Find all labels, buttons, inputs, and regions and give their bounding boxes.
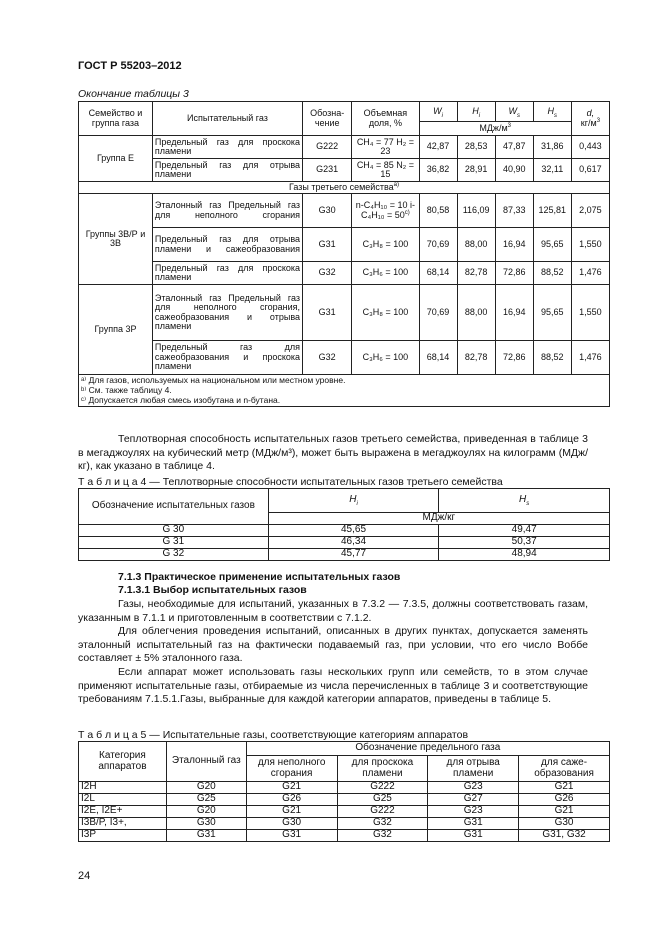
val-cell: 1,476	[571, 341, 609, 375]
t4-unit: МДж/кг	[268, 513, 609, 525]
t5-th-category: Категория аппаратов	[79, 742, 167, 782]
t5-cell: I2H	[79, 782, 167, 794]
t5-th-c: для отрыва пламени	[428, 756, 519, 782]
gas-cell: Предельный газ для отрыва пламени	[152, 159, 302, 182]
gas-cell: Предельный газ для проскока пламени	[152, 136, 302, 159]
t5-cell: G25	[166, 794, 246, 806]
t4-cell: 45,77	[268, 549, 439, 561]
table-row	[79, 830, 610, 842]
table-row	[79, 818, 610, 830]
id-cell: G31	[303, 285, 352, 341]
id-cell: G222	[303, 136, 352, 159]
val-cell: 88,00	[457, 228, 495, 262]
val-cell: 87,33	[495, 194, 533, 228]
vol-cell: C₃H₈ = 100	[352, 285, 419, 341]
t5-cell: G23	[428, 782, 519, 794]
note-b: ᵇ⁾ См. также таблицу 4.	[81, 384, 172, 395]
group-3b: Группы 3В/Р и 3В	[79, 194, 153, 285]
table5-caption: Т а б л и ц а 5 — Испытательные газы, соответствующие категориям аппаратов	[78, 729, 469, 741]
t5-cell: G27	[428, 794, 519, 806]
th-gas: Испытательный газ	[152, 102, 302, 136]
paragraph-4: Если аппарат может использовать газы нескольких групп или семейств, то в этом случае применяют испытательные газы, отбираемые из числа перечисленных в таблице 3 и соответствующие требованиям 7.1.5.1.Газы, выбранные для каждой категории аппаратов, приведены в таблице 5.	[78, 666, 588, 705]
val-cell: 72,86	[495, 341, 533, 375]
val-cell: 88,52	[533, 262, 571, 285]
t5-cell: I2E, I2E+	[79, 806, 167, 818]
group-3p: Группа 3Р	[79, 285, 153, 375]
table-row	[79, 794, 610, 806]
section-7-1-3: 7.1.3 Практическое применение испытательных газов	[118, 571, 401, 583]
th-d: d, $кг/м^3$	[571, 102, 609, 136]
table-4	[78, 488, 610, 561]
val-cell: 40,90	[495, 159, 533, 182]
table3-notes	[79, 375, 610, 407]
val-cell: 31,86	[533, 136, 571, 159]
val-cell: 0,617	[571, 159, 609, 182]
paragraph-3: Для облегчения проведения испытаний, описанных в других пунктах, допускается заменять эталонный испытательный газ на фактически подаваемый газ, при условии, что его число Воббе составляет ± 5% эталонного газа.	[78, 625, 588, 664]
group-e: Группа Е	[79, 136, 153, 182]
t5-cell: G31	[428, 830, 519, 842]
vol-cell: C₃H₆ = 100	[352, 341, 419, 375]
t4-cell: G 32	[79, 549, 269, 561]
t5-cell: G26	[246, 794, 337, 806]
t5-cell: G31	[246, 830, 337, 842]
t4-cell: G 30	[79, 525, 269, 537]
t4-th-hs: $H_s$	[439, 489, 610, 513]
val-cell: 95,65	[533, 285, 571, 341]
t4-cell: 50,37	[439, 537, 610, 549]
id-cell: G30	[303, 194, 352, 228]
vol-cell: CH₄ = 77 H₂ = 23	[352, 136, 419, 159]
paragraph-2: Газы, необходимые для испытаний, указанных в 7.3.2 — 7.3.5, должны соответствовать газам, указанным в 7.1.1 и приготовленным в соответствии с 7.1.2.	[78, 598, 588, 624]
gas-cell: Эталонный газ Предельный газ для неполного сгорания, сажеобразования и отрыва пламени	[152, 285, 302, 341]
t4-cell: 45,65	[268, 525, 439, 537]
t5-th-limit: Обозначение предельного газа	[246, 742, 609, 756]
val-cell: 1,550	[571, 285, 609, 341]
val-cell: 80,58	[419, 194, 457, 228]
val-cell: 36,82	[419, 159, 457, 182]
th-hs: $H_s$	[533, 102, 571, 122]
t5-cell: G25	[337, 794, 428, 806]
vol-cell: n-C₄H₁₀ = 10 $i-C_4H_{10} = 50^{c)}$	[352, 194, 419, 228]
val-cell: 28,53	[457, 136, 495, 159]
t4-th-hi: $H_i$	[268, 489, 439, 513]
val-cell: 16,94	[495, 228, 533, 262]
val-cell: 82,78	[457, 341, 495, 375]
table-row	[79, 806, 610, 818]
t5-cell: G31	[428, 818, 519, 830]
val-cell: 1,550	[571, 228, 609, 262]
t4-cell: G 31	[79, 537, 269, 549]
t5-cell: G222	[337, 782, 428, 794]
t4-cell: 48,94	[439, 549, 610, 561]
note-c: ᶜ⁾ Допускается любая смесь изобутана и n-бутана.	[81, 394, 281, 405]
val-cell: 16,94	[495, 285, 533, 341]
t5-cell: G30	[246, 818, 337, 830]
val-cell: 28,91	[457, 159, 495, 182]
val-cell: 116,09	[457, 194, 495, 228]
t5-th-d: для саже-образования	[519, 756, 610, 782]
table-3	[78, 101, 610, 407]
table4-caption: Т а б л и ц а 4 — Теплотворные способности испытательных газов третьего семейства	[78, 476, 503, 488]
id-cell: G231	[303, 159, 352, 182]
t4-cell: 49,47	[439, 525, 610, 537]
gas-cell: Эталонный газ Предельный газ для неполного сгорания	[152, 194, 302, 228]
t5-cell: G30	[166, 818, 246, 830]
th-volume: Объемная доля, %	[352, 102, 419, 136]
t5-cell: G32	[337, 830, 428, 842]
t5-th-ref: Эталонный газ	[166, 742, 246, 782]
paragraph-1: Теплотворная способность испытательных газов третьего семейства, приведенная в таблице 3 в мегаджоулях на кубический метр (МДж/м³), может быть выражена в мегаджоулях на килограмм (МДж/кг), как указано в таблице 4.	[78, 433, 588, 472]
table-row	[79, 782, 610, 794]
id-cell: G31	[303, 228, 352, 262]
th-wi: $W_i$	[419, 102, 457, 122]
t5-cell: G31, G32	[519, 830, 610, 842]
vol-cell: C₃H₈ = 100	[352, 228, 419, 262]
standard-header: ГОСТ Р 55203–2012	[78, 60, 182, 72]
page-number: 24	[78, 870, 91, 882]
val-cell: 47,87	[495, 136, 533, 159]
t5-cell: I2L	[79, 794, 167, 806]
val-cell: 72,86	[495, 262, 533, 285]
gas-cell: Предельный газ для отрыва пламени и сажеобразования	[152, 228, 302, 262]
family-3-row: Газы третьего семейства$^{a)}$	[79, 182, 610, 194]
id-cell: G32	[303, 262, 352, 285]
t5-cell: G26	[519, 794, 610, 806]
th-ws: $W_s$	[495, 102, 533, 122]
val-cell: 42,87	[419, 136, 457, 159]
t5-cell: G21	[246, 806, 337, 818]
t5-cell: G21	[246, 782, 337, 794]
th-family: Семейство и группа газа	[79, 102, 153, 136]
th-hi: $H_i$	[457, 102, 495, 122]
vol-cell: C₃H₆ = 100	[352, 262, 419, 285]
t4-th-desig: Обозначение испытательных газов	[79, 489, 269, 525]
th-unit: МДж/$м^3$	[419, 122, 571, 136]
t5-cell: I3B/P, I3+,	[79, 818, 167, 830]
val-cell: 68,14	[419, 262, 457, 285]
val-cell: 125,81	[533, 194, 571, 228]
val-cell: 88,52	[533, 341, 571, 375]
val-cell: 2,075	[571, 194, 609, 228]
id-cell: G32	[303, 341, 352, 375]
t5-cell: G23	[428, 806, 519, 818]
val-cell: 88,00	[457, 285, 495, 341]
t5-cell: G30	[519, 818, 610, 830]
val-cell: 0,443	[571, 136, 609, 159]
note-a: ᵃ⁾ Для газов, используемых на национальном или местном уровне.	[81, 375, 346, 385]
t5-cell: G21	[519, 782, 610, 794]
t5-cell: G21	[519, 806, 610, 818]
gas-cell: Предельный газ для сажеобразования и проскока пламени	[152, 341, 302, 375]
t5-cell: G222	[337, 806, 428, 818]
th-designation: Обозна-чение	[303, 102, 352, 136]
t5-cell: G20	[166, 806, 246, 818]
val-cell: 32,11	[533, 159, 571, 182]
section-7-1-3-1: 7.1.3.1 Выбор испытательных газов	[118, 584, 307, 596]
t4-cell: 46,34	[268, 537, 439, 549]
val-cell: 95,65	[533, 228, 571, 262]
t5-cell: G32	[337, 818, 428, 830]
val-cell: 70,69	[419, 228, 457, 262]
t5-body	[79, 782, 610, 842]
t5-th-b: для проскока пламени	[337, 756, 428, 782]
val-cell: 70,69	[419, 285, 457, 341]
val-cell: 1,476	[571, 262, 609, 285]
table-5	[78, 741, 610, 842]
t5-th-a: для неполного сгорания	[246, 756, 337, 782]
t5-cell: I3P	[79, 830, 167, 842]
gas-cell: Предельный газ для проскока пламени	[152, 262, 302, 285]
table3-caption: Окончание таблицы 3	[78, 88, 189, 100]
val-cell: 68,14	[419, 341, 457, 375]
val-cell: 82,78	[457, 262, 495, 285]
t5-cell: G20	[166, 782, 246, 794]
vol-cell: CH₄ = 85 N₂ = 15	[352, 159, 419, 182]
t5-cell: G31	[166, 830, 246, 842]
